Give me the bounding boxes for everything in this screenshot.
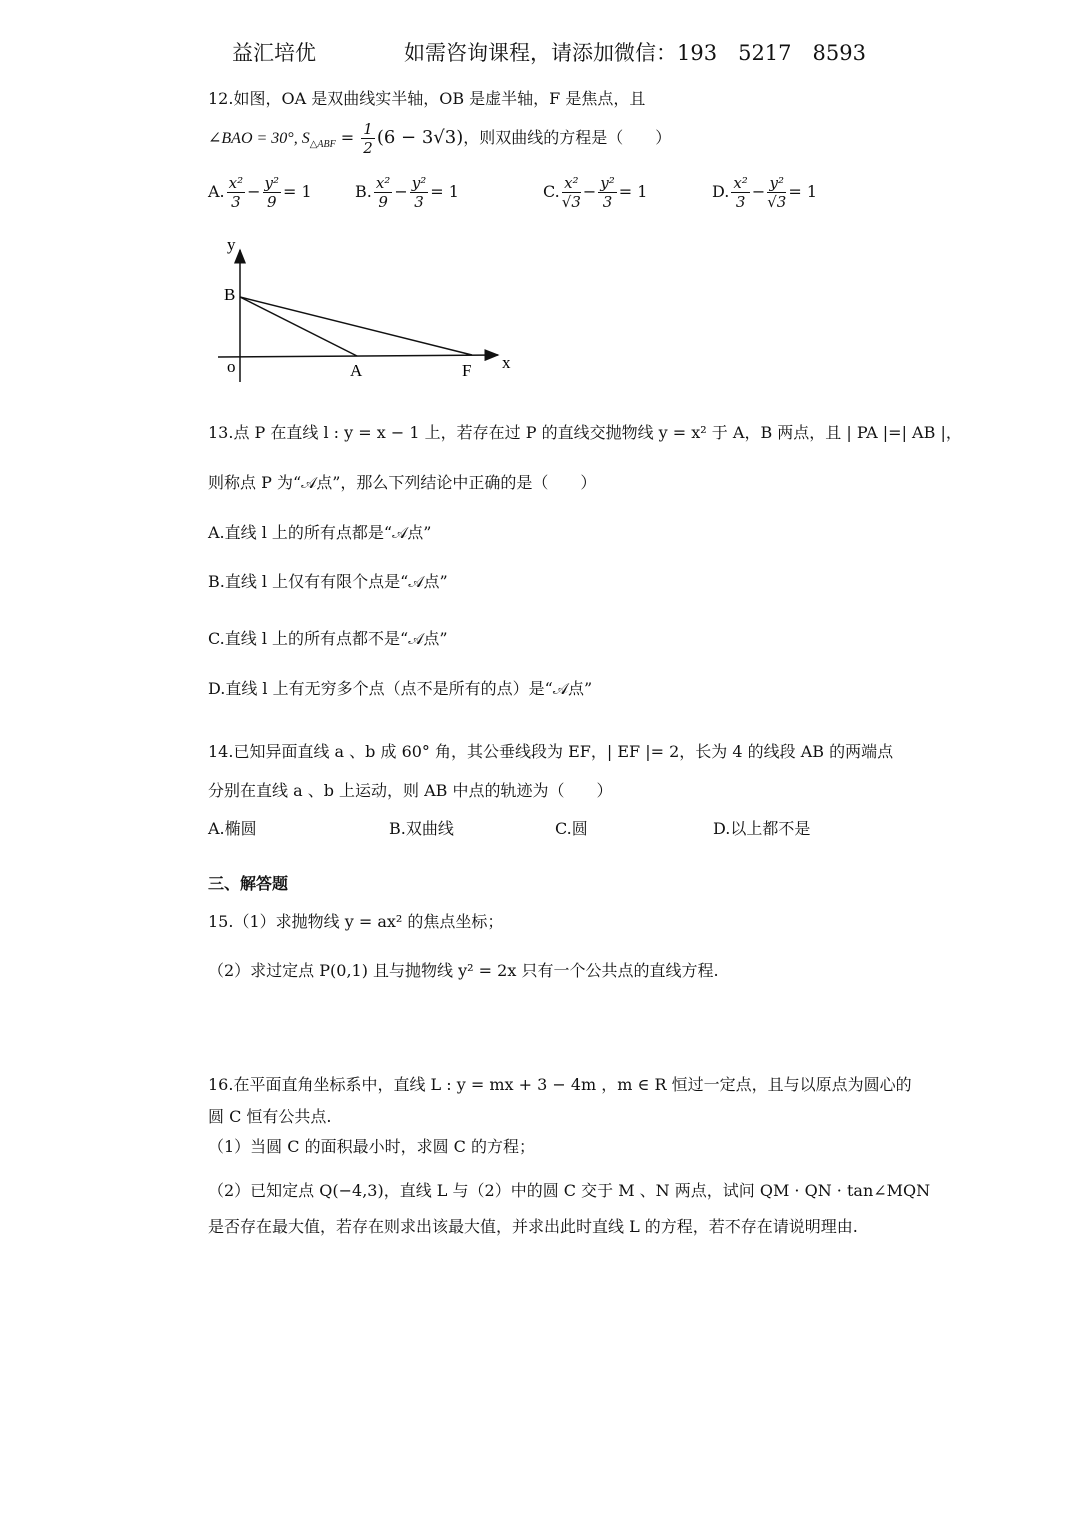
brand-name: 益汇培优	[232, 41, 316, 65]
q12-hyperbola-figure	[210, 230, 530, 390]
q12-subscript: △ABF	[309, 139, 336, 151]
q12-option-a: A. $\frac{\text{x²}}{3}$ − $\frac{\text{y²}}{9}$ = 1	[208, 174, 312, 211]
q14-line2: 分别在直线 a 、b 上运动，则 AB 中点的轨迹为（ ）	[208, 781, 613, 800]
option-rhs: = 1	[283, 182, 312, 201]
q14-option-a: A.椭圆	[208, 819, 257, 838]
label-f: F	[462, 361, 472, 380]
q12-equals: =	[335, 128, 360, 147]
section-title-answers: 三、解答题	[208, 874, 289, 893]
q15-line1: 15.（1）求抛物线 y = ax² 的焦点坐标；	[208, 912, 504, 931]
option-frac-y: $\frac{\text{y²}}{3}$	[411, 174, 427, 211]
option-frac-x: $\frac{\text{x²}}{9}$	[375, 174, 391, 211]
option-frac-y: $\frac{\text{y²}}{9}$	[264, 174, 280, 211]
q16-line5: 是否存在最大值，若存在则求出该最大值，并求出此时直线 L 的方程，若不存在请说明理由.	[208, 1217, 858, 1236]
q13-option-b: B.直线 l 上仅有有限个点是“𝒜点”	[208, 572, 448, 591]
label-o: o	[227, 357, 236, 376]
q12-option-c: C. $\frac{\text{x²}}{√3}$ − $\frac{\text{y²}}{3}$ = 1	[543, 174, 648, 211]
q12-fraction	[361, 120, 375, 157]
q16-line1: 16.在平面直角坐标系中，直线 L : y = mx + 3 − 4m ，m ∈ R 恒过一定点，且与以原点为圆心的	[208, 1075, 912, 1094]
option-rhs: = 1	[788, 182, 818, 201]
q15-line2: （2）求过定点 P(0,1) 且与抛物线 y² = 2x 只有一个公共点的直线方程.	[208, 961, 719, 980]
q13-line2: 则称点 P 为“𝒜点”，那么下列结论中正确的是（ ）	[208, 473, 597, 492]
q14-option-b: B.双曲线	[389, 819, 454, 838]
option-label: B.	[355, 182, 372, 201]
q12-fraction-num: 1	[363, 120, 373, 138]
label-y: y	[227, 235, 236, 254]
option-label: D.	[712, 182, 730, 201]
q12-paren-expr: (6 − 3√3)	[376, 127, 464, 148]
segment-bf	[240, 297, 472, 355]
q12-option-d: D. $\frac{\text{x²}}{3}$ − $\frac{\text{y²}}{√3}$ = 1	[712, 174, 818, 211]
q16-line4: （2）已知定点 Q(−4,3)，直线 L 与（2）中的圆 C 交于 M 、N 两点，试问 QM · QN · tan∠MQN	[208, 1181, 931, 1200]
option-frac-x: $\frac{\text{x²}}{3}$	[733, 174, 748, 211]
q14-option-d: D.以上都不是	[713, 819, 811, 838]
q12-condition: ∠BAO = 30°, S	[208, 130, 310, 147]
option-rhs: = 1	[618, 182, 648, 201]
q12-line1: 12.如图，OA 是双曲线实半轴，OB 是虚半轴，F 是焦点，且	[208, 89, 646, 108]
x-axis	[218, 355, 498, 357]
option-label: A.	[208, 182, 225, 201]
label-a: A	[350, 361, 363, 380]
q13-line1: 13.点 P 在直线 l : y = x − 1 上，若存在过 P 的直线交抛物线 y = x² 于 A，B 两点，且 | PA |=| AB |，	[208, 423, 962, 442]
segment-ba	[240, 297, 357, 356]
q16-line3: （1）当圆 C 的面积最小时，求圆 C 的方程；	[208, 1137, 536, 1156]
option-rhs: = 1	[430, 182, 459, 201]
q13-option-d: D.直线 l 上有无穷多个点（点不是所有的点）是“𝒜点”	[208, 679, 593, 698]
q12-fraction-den: 2	[363, 139, 373, 157]
option-frac-y: $\frac{\text{y²}}{3}$	[600, 174, 615, 211]
option-frac-y: $\frac{\text{y²}}{√3}$	[767, 174, 787, 211]
label-b: B	[224, 285, 236, 304]
label-x: x	[502, 353, 511, 372]
option-frac-x: $\frac{\text{x²}}{√3}$	[561, 174, 581, 211]
q12-line2	[208, 120, 671, 163]
q14-line1: 14.已知异面直线 a 、b 成 60° 角，其公垂线段为 EF，| EF |= 2，长为 4 的线段 AB 的两端点	[208, 742, 894, 761]
q13-option-c: C.直线 l 上的所有点都不是“𝒜点”	[208, 629, 448, 648]
q13-option-a: A.直线 l 上的所有点都是“𝒜点”	[208, 523, 432, 542]
q12-option-b: B. $\frac{\text{x²}}{9}$ − $\frac{\text{y²}}{3}$ = 1	[355, 174, 459, 211]
option-label: C.	[543, 182, 560, 201]
contact-info: 如需咨询课程，请添加微信：193 5217 8593	[404, 41, 866, 65]
option-frac-x: $\frac{\text{x²}}{3}$	[228, 174, 244, 211]
q12-question: ，则双曲线的方程是（ ）	[463, 128, 672, 147]
q16-line2: 圆 C 恒有公共点.	[208, 1107, 332, 1126]
q14-option-c: C.圆	[555, 819, 588, 838]
